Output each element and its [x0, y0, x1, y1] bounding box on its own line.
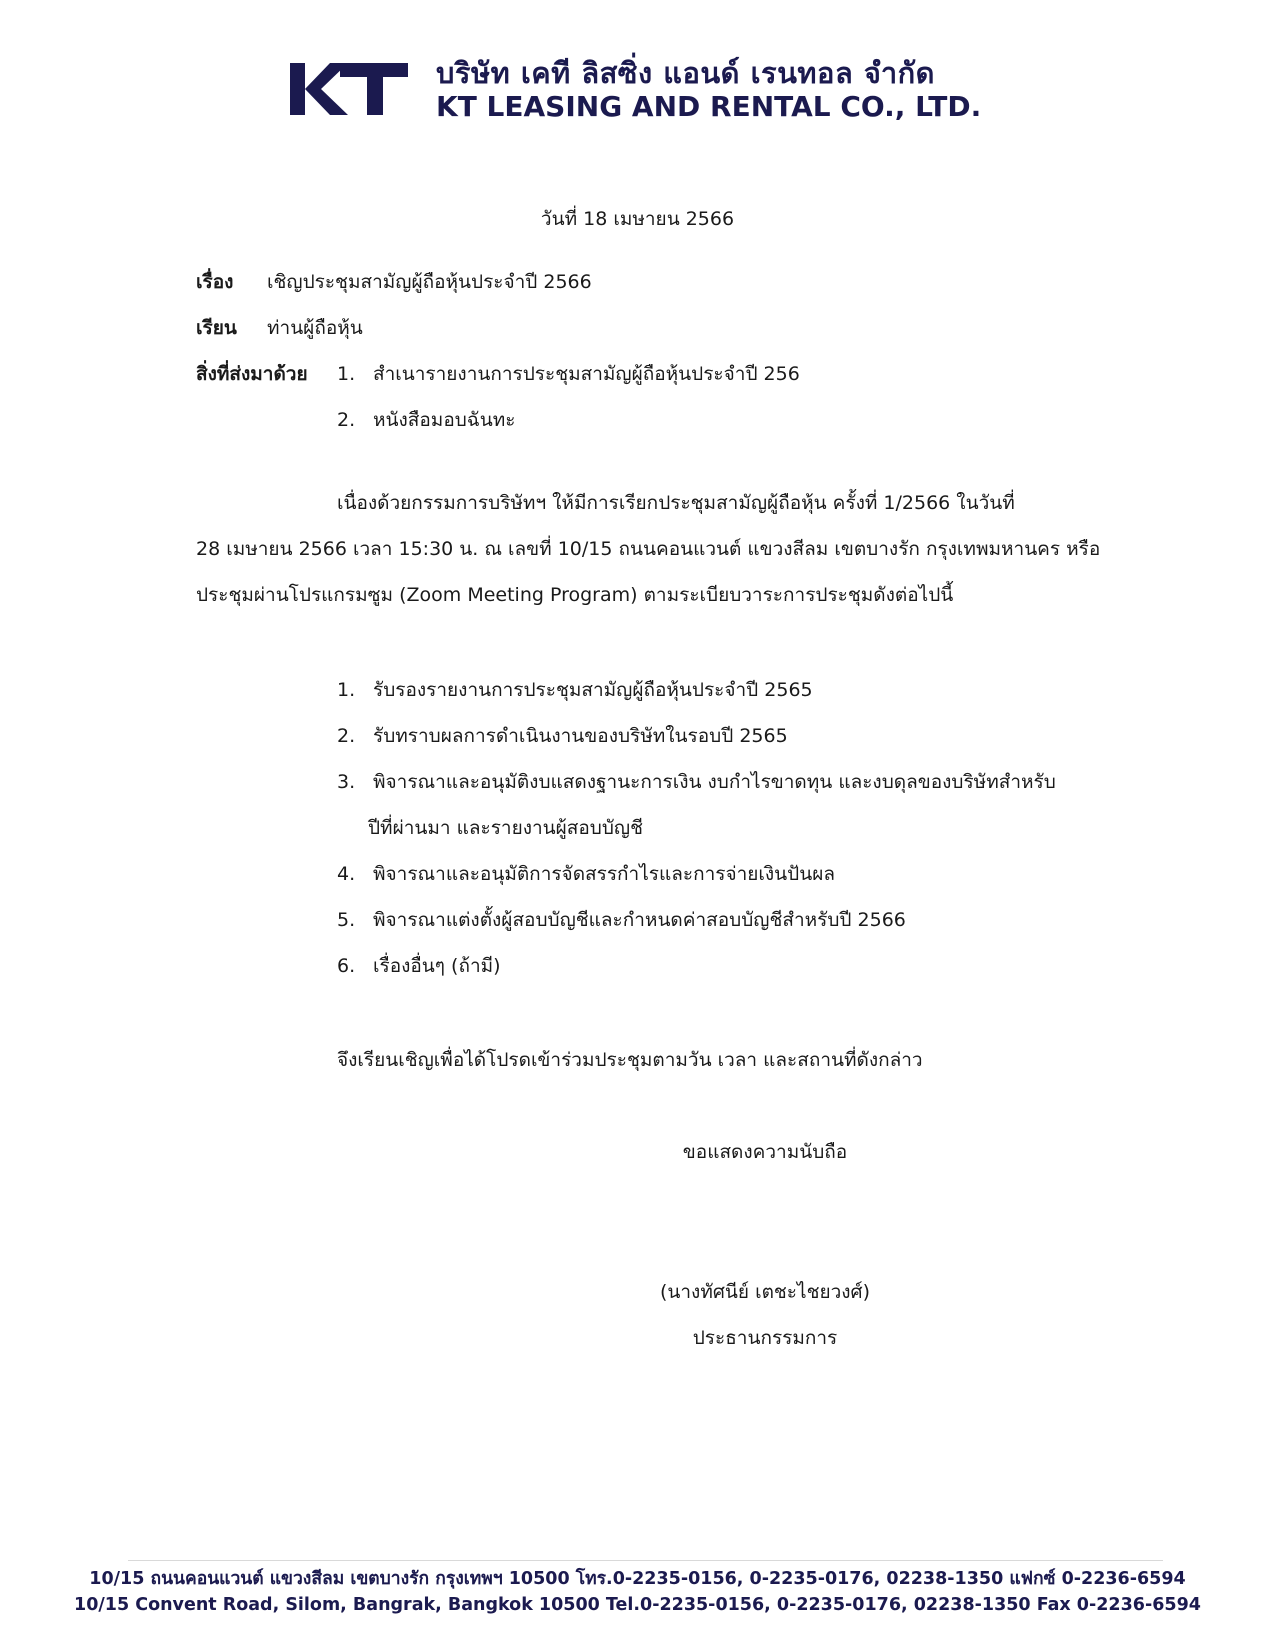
- agenda-6-num: 6.: [337, 955, 356, 977]
- agenda-5-text: พิจารณาแต่งตั้งผู้สอบบัญชีและกำหนดค่าสอบบัญชีสำหรับปี 2566: [373, 909, 906, 931]
- enclosure-1-text: สำเนารายงานการประชุมสามัญผู้ถือหุ้นประจำปี 256: [373, 363, 800, 385]
- agenda-3-text: พิจารณาและอนุมัติงบแสดงฐานะการเงิน งบกำไรขาดทุน และงบดุลของบริษัทสำหรับ: [373, 771, 1056, 793]
- agenda-2-text: รับทราบผลการดำเนินงานของบริษัทในรอบปี 2565: [373, 725, 788, 747]
- letter-date: วันที่ 18 เมษายน 2566: [540, 208, 735, 230]
- agenda-6-text: เรื่องอื่นๆ (ถ้ามี): [373, 955, 501, 977]
- enclosure-2-text: หนังสือมอบฉันทะ: [373, 409, 516, 431]
- enclosure-1-num: 1.: [337, 363, 356, 385]
- regards: ขอแสดงความนับถือ: [682, 1141, 848, 1163]
- agenda-3-num: 3.: [337, 771, 356, 793]
- body-line-1: เนื่องด้วยกรรมการบริษัทฯ ให้มีการเรียกประชุมสามัญผู้ถือหุ้น ครั้งที่ 1/2566 ในวันที่: [337, 492, 1015, 514]
- body-line-3: ประชุมผ่านโปรแกรมซูม (Zoom Meeting Program) ตามระเบียบวาระการประชุมดังต่อไปนี้: [196, 584, 954, 606]
- company-name-th: บริษัท เคที ลิสซิ่ง แอนด์ เรนทอล จำกัด: [436, 56, 935, 90]
- agenda-3-continuation: ปีที่ผ่านมา และรายงานผู้สอบบัญชี: [368, 817, 643, 839]
- kt-logo: [290, 60, 408, 116]
- signatory-name: (นางทัศนีย์ เตชะไชยวงศ์): [659, 1281, 871, 1303]
- agenda-4-num: 4.: [337, 863, 356, 885]
- agenda-2-num: 2.: [337, 725, 356, 747]
- to-label: เรียน: [196, 317, 237, 339]
- letterhead: [290, 56, 990, 122]
- svg-text:KT: KT: [290, 61, 292, 62]
- enclosures-label: สิ่งที่ส่งมาด้วย: [196, 363, 308, 385]
- closing-text: จึงเรียนเชิญเพื่อได้โปรดเข้าร่วมประชุมตามวัน เวลา และสถานที่ดังกล่าว: [337, 1049, 923, 1071]
- to-text: ท่านผู้ถือหุ้น: [267, 317, 363, 339]
- company-name: [436, 56, 981, 124]
- signatory-title: ประธานกรรมการ: [692, 1327, 838, 1349]
- body-line-2: 28 เมษายน 2566 เวลา 15:30 น. ณ เลขที่ 10/15 ถนนคอนแวนต์ แขวงสีลม เขตบางรัก กรุงเทพมหานคร หรือ: [196, 538, 1101, 560]
- agenda-1-text: รับรองรายงานการประชุมสามัญผู้ถือหุ้นประจำปี 2565: [373, 679, 813, 701]
- company-name-en: KT LEASING AND RENTAL CO., LTD.: [436, 90, 982, 123]
- agenda-1-num: 1.: [337, 679, 356, 701]
- agenda-4-text: พิจารณาและอนุมัติการจัดสรรกำไรและการจ่ายเงินปันผล: [373, 863, 835, 885]
- footer-address-en: 10/15 Convent Road, Silom, Bangrak, Bangkok 10500 Tel.0-2235-0156, 0-2235-0176, 02238-1350 Fax 0-2236-6594: [74, 1595, 1201, 1615]
- footer-divider: [128, 1560, 1163, 1561]
- subject-label: เรื่อง: [196, 271, 234, 293]
- footer-address-th: 10/15 ถนนคอนแวนต์ แขวงสีลม เขตบางรัก กรุงเทพฯ 10500 โทร.0-2235-0156, 0-2235-0176, 02238-1350 แฟกซ์ 0-2236-6594: [89, 1569, 1186, 1589]
- agenda-5-num: 5.: [337, 909, 356, 931]
- subject-text: เชิญประชุมสามัญผู้ถือหุ้นประจำปี 2566: [267, 271, 592, 293]
- enclosure-2-num: 2.: [337, 409, 356, 431]
